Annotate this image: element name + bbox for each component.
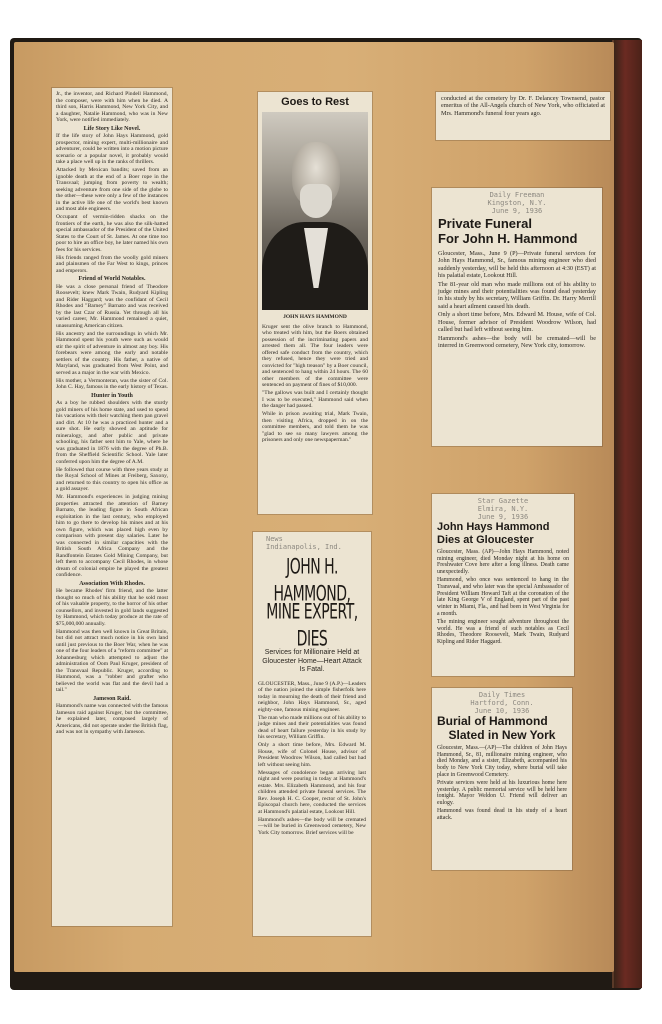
story-paragraph: Hammond's ashes—the body will be cremated—will be interred in Greenwood cemetery, New York city, tomorrow. xyxy=(438,334,596,350)
portrait-photo xyxy=(262,112,368,310)
newspaper-stamp: Kingston, N.Y. xyxy=(487,199,547,207)
burial-of-hammond-clipping xyxy=(432,688,572,870)
newspaper-stamp: Daily Freeman xyxy=(489,191,545,199)
story-paragraph: conducted at the cemetery by Dr. F. Delancey Townsend, pastor emeritus of the All-Angels church of New York, who officiated at Mrs. Hammond's funeral four years ago. xyxy=(441,95,605,117)
mine-expert-dies-clipping xyxy=(253,532,371,936)
obituary-paragraph: He followed that course with three years study at the Royal School of Mines at Freiberg, Saxony, and returned to this country to open his office as a gold assayer. xyxy=(56,466,168,492)
obituary-subhead: Association With Rhodes. xyxy=(79,580,145,587)
obituary-paragraph: If the life story of John Hays Hammond, gold prospector, mining expert, multi-millionaire and adventurer, could be written into a motion picture scenario or a popular novel, it probably would take a place well up in the ranks of thrillers. xyxy=(56,133,168,165)
scrapbook-spine xyxy=(612,40,642,988)
newspaper-stamp: News xyxy=(266,535,283,543)
obituary-paragraph: Attacked by Mexican bandits; saved from an ignoble death at the end of a Boer rope in the Transvaal; jumping from poverty to wealth; seeking adventure from one side of the globe to the other—these were only a few of the instances in the active life one of the world's best known and most able engineers. xyxy=(56,167,168,212)
story-paragraph: Hammond was found dead in his study of a heart attack. xyxy=(437,808,567,822)
obituary-subhead: Friend of World Notables. xyxy=(78,276,146,282)
continuation-clipping xyxy=(436,92,610,140)
headline: Slated in New York xyxy=(448,727,556,742)
obituary-paragraph: Hammond was then well known in Great Britain, but did not attract much notice in his own land until just previous to the Boer War, when he was one of the four leaders of a "reform committee" at Johannesburg which attempted to adjust the administration of Oom Paul Kruger, president of the Transvaal Republic. Kruger, according to Hammond, was a "robber and grafter who believed the world was flat and the devil had a tail." xyxy=(56,628,168,693)
newspaper-stamp: Hartford, Conn. xyxy=(470,699,534,707)
obituary-subhead: Hunter in Youth xyxy=(91,392,133,399)
obituary-long-clipping xyxy=(52,88,172,926)
story-paragraph: Hammond's ashes—the body will be cremated—will be buried in Greenwood cemetery, New York City tomorrow. Brief services will be xyxy=(258,816,366,836)
headline: Dies at Gloucester xyxy=(437,533,534,546)
newspaper-stamp: Elmira, N.Y. xyxy=(477,505,529,513)
newspaper-stamp: June 9, 1936 xyxy=(491,207,543,215)
headline: JOHN H. HAMMOND, xyxy=(273,555,351,607)
deck: Services for Millionaire Held at Gloucester Home—Heart Attack Is Fatal. xyxy=(262,649,362,673)
story-paragraph: Gloucester, Mass.—(AP)—The children of John Hays Hammond, Sr., 81, millionaire mining engineer, who died Monday, and a sister, Elizabeth, accompanied his body to New York City today, where burial will take place in Greenwood Cemetery. xyxy=(437,745,567,778)
obituary-paragraph: His ancestry and the surroundings in which Mr. Hammond spent his youth were such as would stir the spirit of adventure in almost any boy. His forebears were among the early and notable settlers of the country. His father, a native of Maryland, was graduated from West Point, and served as a major in the war with Mexico. xyxy=(56,330,168,376)
obituary-paragraph: He became Rhodes' firm friend, and the latter thought so much of his ability that he sold most of his valuable property, to the horror of his other counsellors, and invested in gold lands suggested by Hammond, which today produce at the rate of $75,000,000 annually. xyxy=(56,588,168,627)
story-paragraph: While in prison awaiting trial, Mark Twain, then visiting Africa, dropped in on the committee members, and told them he was "glad to see so many lawyers among the prisoners and only one newspaperman." xyxy=(262,411,368,443)
obituary-paragraph: Hammond's name was connected with the famous Jameson raid against Kruger, but the committee, he explained later, composed largely of Americans, did not operate under the British flag, and was not in sympathy with Jameson. xyxy=(56,703,168,735)
story-paragraph: Kruger sent the olive branch to Hammond, who treated with him, but the Boers obtained possession of the incriminating papers and arrested them all. The four leaders were offered safe conduct from the country, which they refused, hence they were tried and convicted for "high treason" by a Boer council, and sentenced to hang within 24 hours. The 60 other members of the committee were sentenced on payment of fines of $10,000. xyxy=(262,323,368,388)
headline: John Hays Hammond xyxy=(437,521,550,533)
obituary-subhead: Life Story Like Novel. xyxy=(83,125,141,132)
story-paragraph: Hammond, who once was sentenced to hang in the Transvaal, and who later was the special Ambassador of President William Howard Taft at the coronation of the late King George V of England, spent part of the past winter in Miami, Fla., and had been in West Virginia for a month. xyxy=(437,577,569,617)
newspaper-stamp: June 9, 1936 xyxy=(477,513,529,521)
story-paragraph: Messages of condolence began arriving last night and were pouring in today at Hammond's estate. Mrs. Elizabeth Hammond, and his four children attended private funeral services. The Rev. Joseph H. C. Cooper, rector of St. John's Episcopal church here, conducted the services at Hammond's palatial estate, Lookout Hill. xyxy=(258,769,366,815)
obituary-paragraph: Jr., the inventor, and Richard Pindell Hammond, the composer, were with him when he died. A third son, Harris Hammond, New York City, and a daughter, Natalie Hammond, who was in New York, were notified immediately. xyxy=(56,91,168,123)
story-paragraph: GLOUCESTER, Mass., June 9 (A.P.)—Leaders of the nation joined the simple fisherfolk here today in mourning the death of their friend and neighbor, John Hays Hammond, Sr., aged eighty-one, famous mining engineer. xyxy=(258,680,366,713)
newspaper-stamp: June 10, 1936 xyxy=(474,707,530,715)
story-paragraph: Only a short time before, Mrs. Edward M. House, wife of Colonel House, advisor of President Woodrow Wilson, had called but had left without seeing him. xyxy=(258,742,366,768)
headline: Goes to Rest xyxy=(281,96,349,108)
obituary-paragraph: As a boy he rubbed shoulders with the sturdy gold miners of his home state, and used to spend his vacations with their watching them pan gravel and dirt. At 10 he was a practiced hunter and a sure shot. He early showed an aptitude for mineralogy, and after public and private schooling, his father sent him to Yale, where he was graduated in 1876 with the degree of Ph.B. from the Sheffield Scientific School. Yale later conferred upon him the degree of A.M. xyxy=(56,400,168,465)
dies-at-gloucester-clipping xyxy=(432,494,574,676)
story-paragraph: The 81-year old man who made millions out of his ability to judge mines and their potentialities was found dead yesterday in his study by his secretary, William Griffin. Dr. Harry Merrill said a heart ailment caused his death. xyxy=(438,280,596,310)
story-paragraph: The man who made millions out of his ability to judge mines and their potentialities was found dead of heart failure yesterday in his study by his secretary, William Griffin. xyxy=(258,714,366,740)
headline: Burial of Hammond xyxy=(437,714,548,728)
headline: MINE EXPERT, DIES xyxy=(266,600,358,652)
story-paragraph: Private services were held at his luxurious home here yesterday. A public memorial service will be held here tonight. Mayor Weldon U. Friend will deliver an eulogy. xyxy=(437,780,567,807)
obituary-paragraph: Mr. Hammond's experiences in judging mining properties attracted the attention of Barney Barnato, the leading figure in South African exploitation in the last century, who employed him to go there to develop his mines and at his own figure, which was placed high even by comparison with present day salaries. Later he was connected in similar capacities with the British South Africa Company and the Randfontein Estates Gold Mining Company, but left them to accompany Cecil Rhodes, in whose dream of colonial empire he played the greatest confidence. xyxy=(56,494,168,578)
goes-to-rest-clipping xyxy=(258,92,372,514)
headline: For John H. Hammond xyxy=(438,231,578,246)
newspaper-stamp: Daily Times xyxy=(478,691,526,699)
obituary-paragraph: His mother, a Vermonteran, was the sister of Col. John C. Hay, famous in the early history of Texas. xyxy=(56,377,168,390)
obituary-paragraph: His friends ranged from the woolly gold miners and plainsmen of the Far West to kings, princes and emperors. xyxy=(56,254,168,274)
newspaper-stamp: Indianapolis, Ind. xyxy=(266,543,342,551)
obituary-paragraph: Occupant of vermin-ridden shacks on the frontiers of the earth, he was also the silk-hatted special ambassador of the President of the United States to the Court of St. James. At one time too poor to hire an office boy, he later named his own fees for his services. xyxy=(56,214,168,253)
story-paragraph: Only a short time before, Mrs. Edward M. House, wife of Col. House, former advisor of President Woodrow Wilson, had called but had left without seeing him. xyxy=(438,311,596,333)
photo-caption: JOHN HAYS HAMMOND xyxy=(283,314,347,320)
story-paragraph: Gloucester, Mass., June 9 (P)—Private funeral services for John Hays Hammond, Sr., famous mining engineer who died suddenly yesterday, will be held this afternoon at 4:30 (EST) at his palatial estate, Lookout Hill. xyxy=(438,250,596,279)
story-paragraph: The mining engineer sought adventure throughout the world. He was a friend of such notables as Cecil Rhodes, Theodore Roosevelt, Mark Twain, Rudyard Kipling and Rider Haggard. xyxy=(437,619,569,646)
private-funeral-clipping xyxy=(432,188,602,446)
obituary-subhead: Jameson Raid. xyxy=(93,695,131,702)
obituary-paragraph: He was a close personal friend of Theodore Roosevelt; knew Mark Twain, Rudyard Kipling and Rider Haggard; was the confidant of Cecil Rhodes and "Barney" Barnato and was received by the last Czar of Russia. Yet through all his varied career, Mr. Hammond remained a quiet, unassuming American citizen. xyxy=(56,283,168,329)
story-paragraph: "The gallows was built and I certainly thought I was to be executed," Hammond said when the danger had passed. xyxy=(262,390,368,409)
story-paragraph: Gloucester, Mass. (AP)—John Hays Hammond, noted mining engineer, died Monday night at his home on Freshwater Cove here after a long illness. Death came unexpectedly. xyxy=(437,549,569,576)
newspaper-stamp: Star Gazette xyxy=(477,497,529,505)
headline: Private Funeral xyxy=(438,216,532,231)
